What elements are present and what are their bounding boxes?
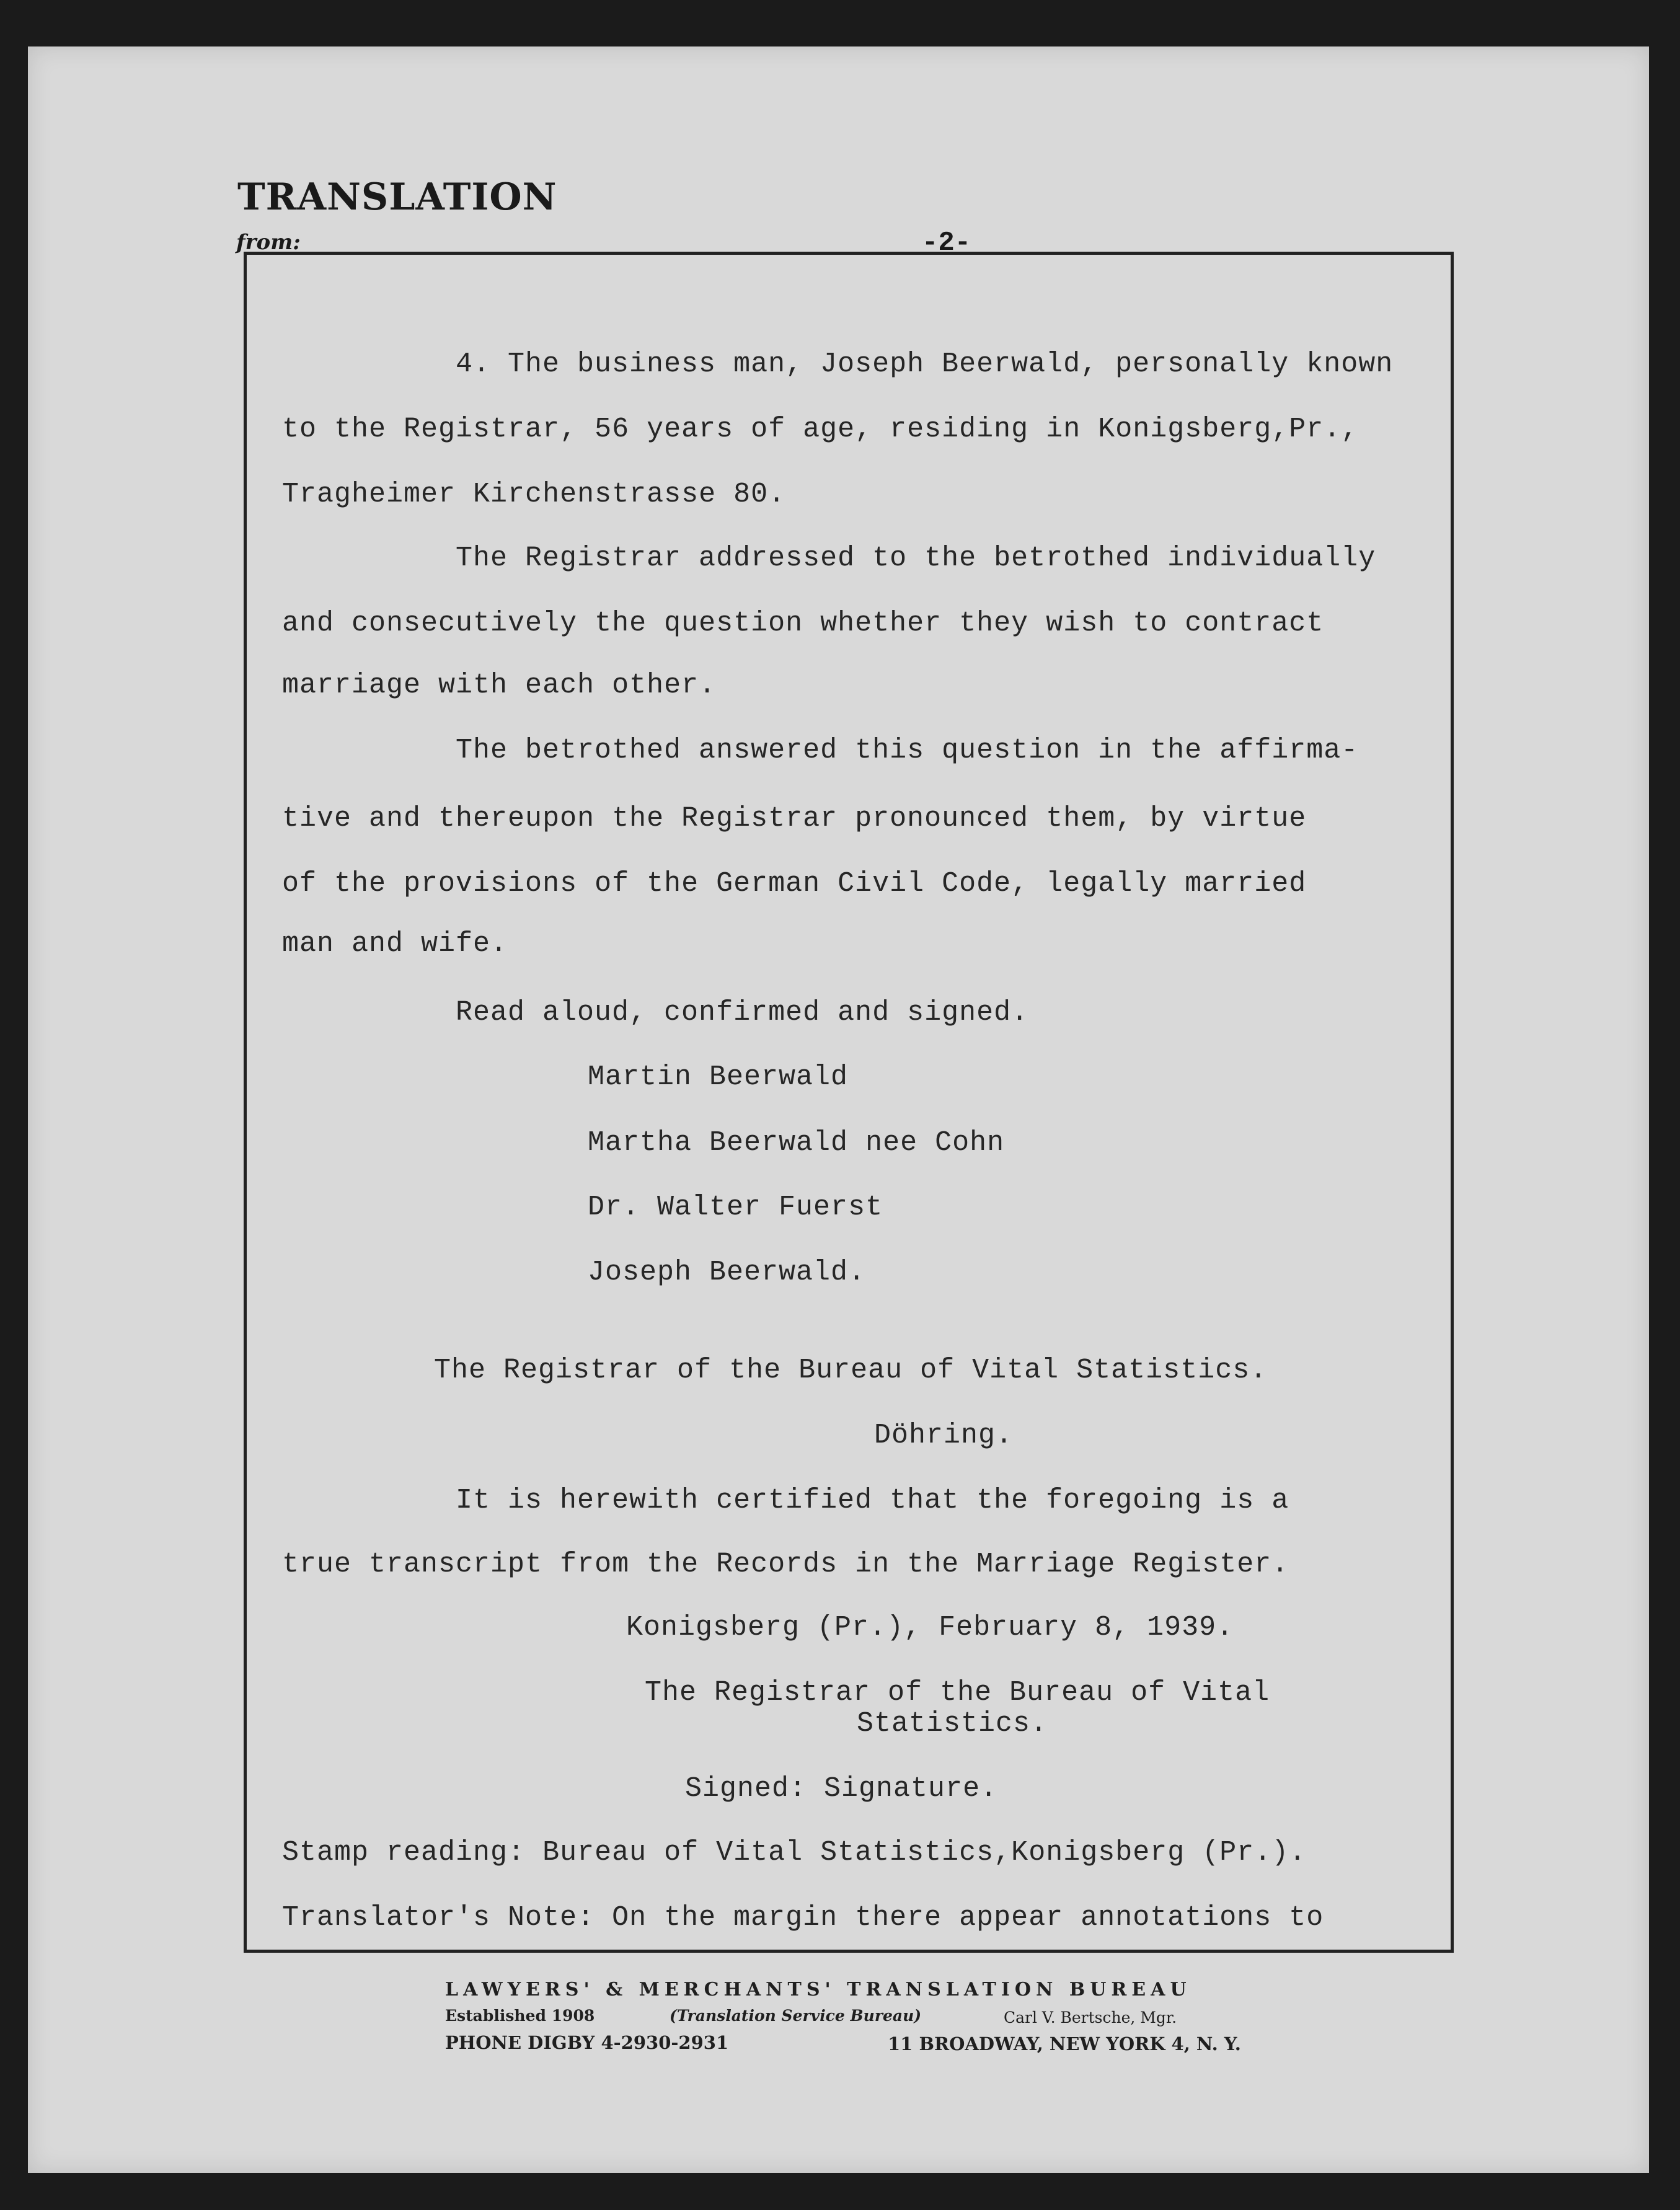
text-line: Read aloud, confirmed and signed. [456,997,1029,1028]
from-label: from: [236,230,301,255]
text-line: man and wife. [282,928,508,960]
footer-service: (Translation Service Bureau) [670,2007,922,2025]
text-line: It is herewith certified that the foregoing is a [456,1485,1289,1516]
signatory-line: Dr. Walter Fuerst [588,1191,883,1223]
footer-manager: Carl V. Bertsche, Mgr. [1004,2009,1177,2027]
text-line: Statistics. [857,1708,1048,1739]
text-line: Signed: Signature. [685,1773,998,1805]
text-line: The Registrar addressed to the betrothed individually [456,542,1376,574]
footer-phone: PHONE DIGBY 4-2930-2931 [445,2032,729,2053]
letterhead-title: TRANSLATION [237,175,557,219]
text-line: The Registrar of the Bureau of Vital [645,1677,1270,1708]
page-number: -2- [922,228,971,259]
footer-bureau-name: LAWYERS' & MERCHANTS' TRANSLATION BUREAU [445,1979,1191,2000]
signatory-line: Joseph Beerwald. [588,1257,866,1288]
text-line: of the provisions of the German Civil Code, legally married [282,868,1307,899]
text-line: 4. The business man, Joseph Beerwald, personally known [456,348,1394,380]
signatory-line: Martin Beerwald [588,1061,849,1093]
text-line: Stamp reading: Bureau of Vital Statistics,Konigsberg (Pr.). [282,1837,1307,1868]
text-line: to the Registrar, 56 years of age, residing in Konigsberg,Pr., [282,413,1359,445]
text-line: Konigsberg (Pr.), February 8, 1939. [626,1612,1234,1643]
text-line: tive and thereupon the Registrar pronounced them, by virtue [282,803,1307,834]
text-line: Translator's Note: On the margin there appear annotations to [282,1902,1324,1934]
footer-address: 11 BROADWAY, NEW YORK 4, N. Y. [888,2033,1241,2054]
text-line: marriage with each other. [282,670,717,701]
signatory-line: Martha Beerwald nee Cohn [588,1127,1005,1159]
text-line: The Registrar of the Bureau of Vital Statistics. [434,1355,1268,1386]
text-line: Tragheimer Kirchenstrasse 80. [282,479,786,510]
footer-established: Established 1908 [445,2007,595,2025]
text-line: The betrothed answered this question in the affirma- [456,735,1359,766]
text-line: and consecutively the question whether they wish to contract [282,608,1324,639]
text-line: Döhring. [874,1420,1014,1451]
text-line: true transcript from the Records in the Marriage Register. [282,1549,1289,1580]
